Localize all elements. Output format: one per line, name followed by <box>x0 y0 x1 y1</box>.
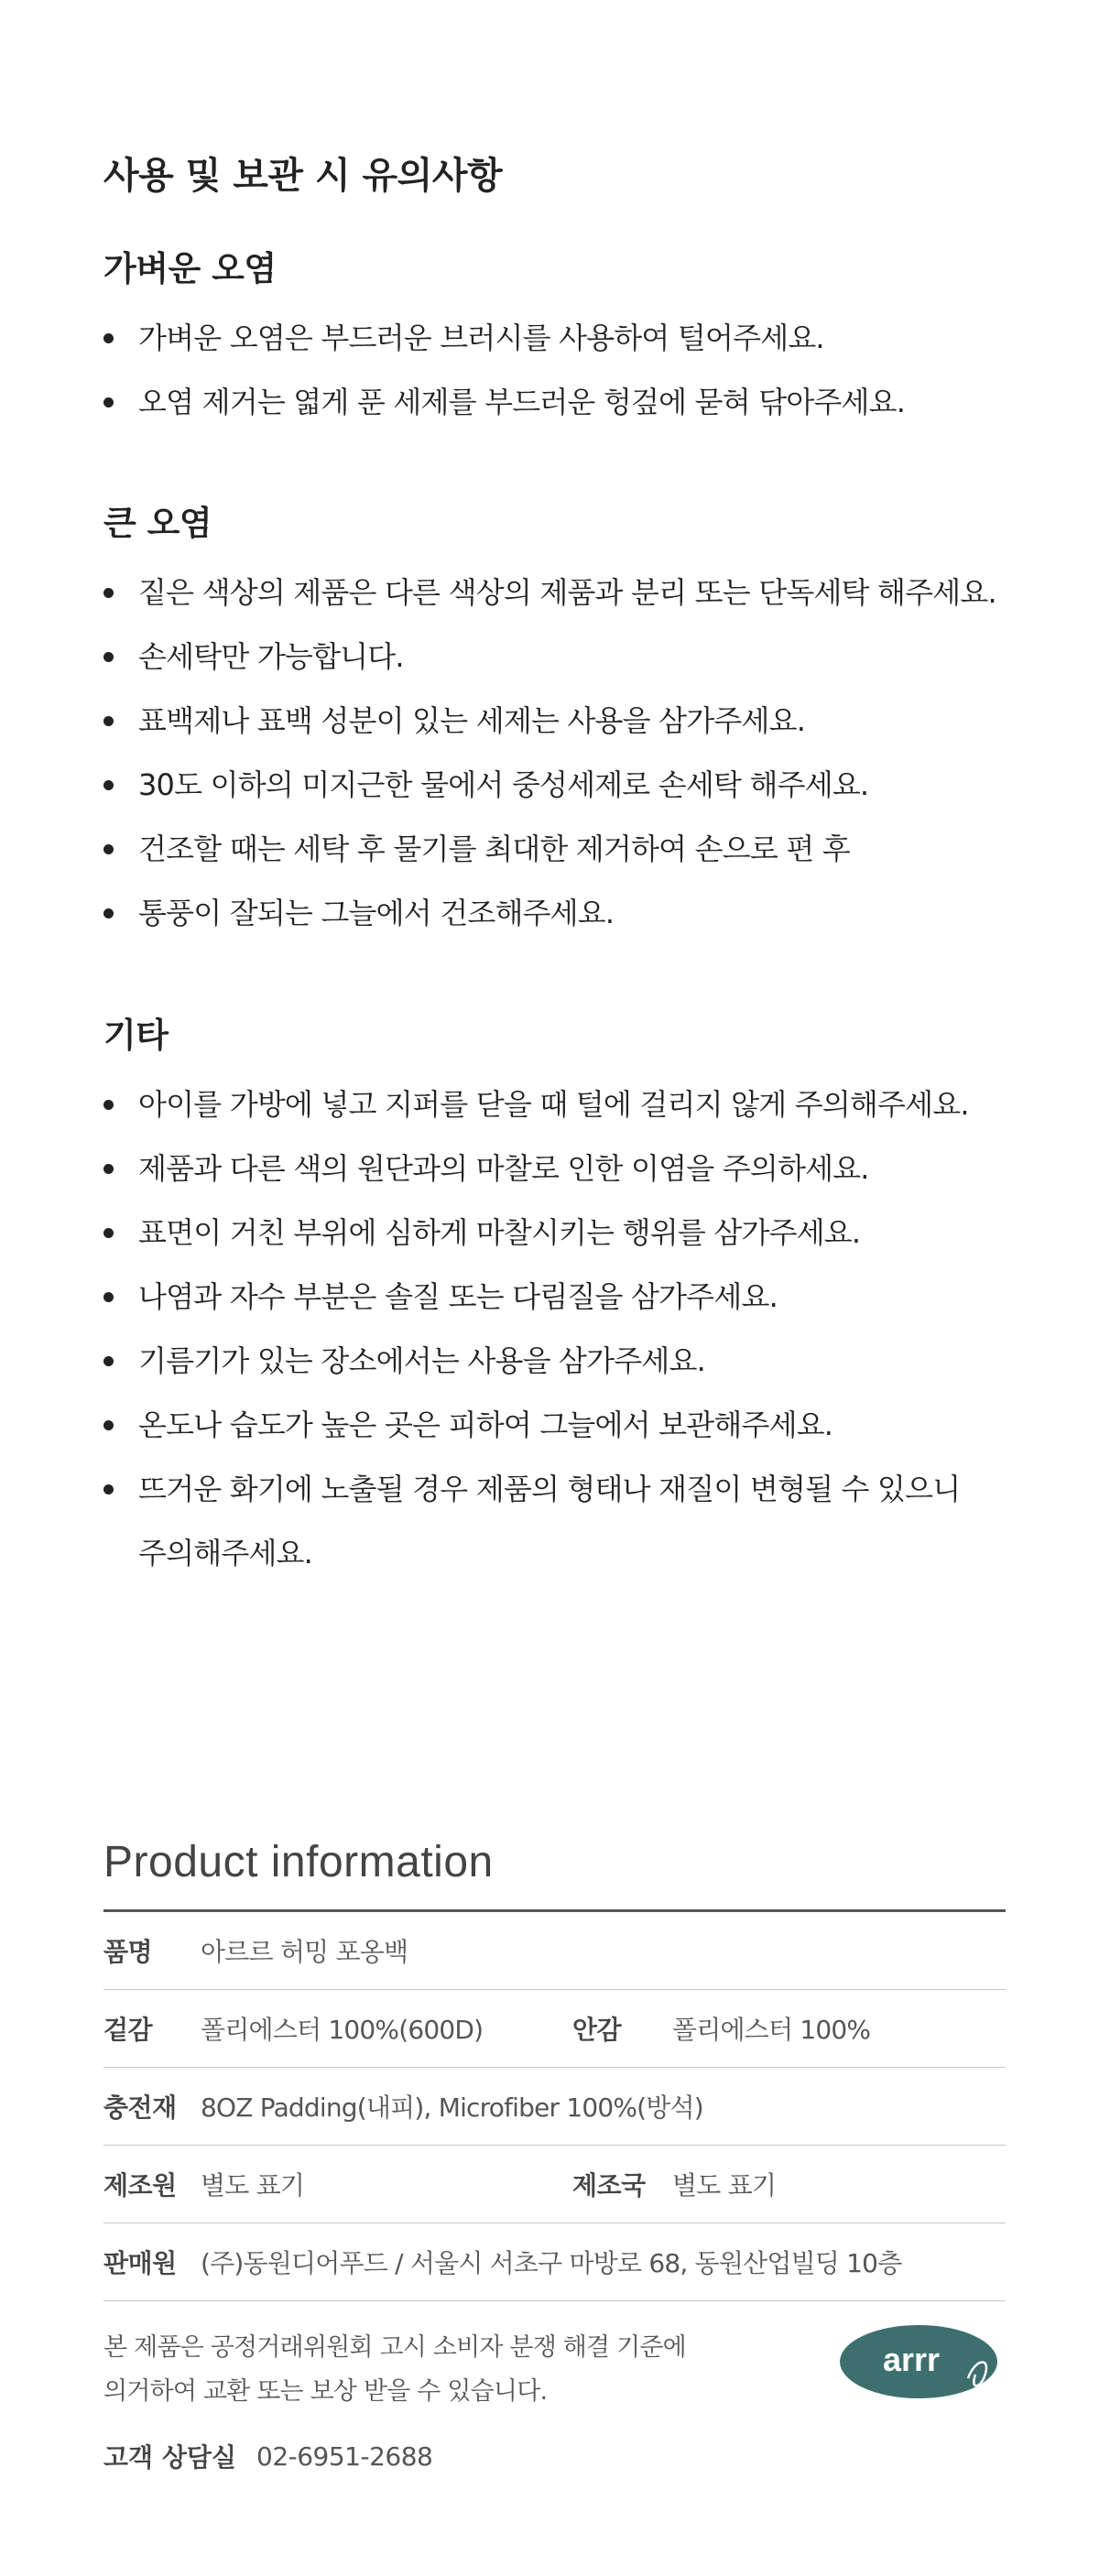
notice-line: 본 제품은 공정거래위원회 고시 소비자 분쟁 해결 기준에 <box>103 2333 686 2362</box>
bullet-icon <box>103 844 114 854</box>
list-item: 표면이 거친 부위에 심하게 마찰시키는 행위를 삼가주세요. <box>103 1201 1019 1265</box>
bullet-icon <box>103 1228 114 1238</box>
bullet-icon <box>103 1356 114 1366</box>
care-section-light-stain <box>103 244 1019 434</box>
outer-fabric-value: 폴리에스터 100%(600D) <box>201 2015 484 2045</box>
care-title: 사용 및 보관 시 유의사항 <box>103 155 503 197</box>
bullet-icon <box>103 780 114 790</box>
table-row <box>103 2068 1006 2146</box>
list-item: 기름기가 있는 장소에서는 사용을 삼가주세요. <box>103 1329 1019 1393</box>
exchange-notice <box>103 2326 745 2414</box>
care-list <box>103 306 1019 434</box>
country-label: 제조국 <box>572 2170 646 2201</box>
bullet-icon <box>103 333 114 343</box>
care-section-heavy-stain <box>103 498 1019 945</box>
list-item: 짙은 색상의 제품은 다른 색상의 제품과 분리 또는 단독세탁 해주세요. <box>103 560 1019 625</box>
section-heading: 가벼운 오염 <box>103 249 277 288</box>
filling-label: 충전재 <box>103 2092 177 2123</box>
bullet-icon <box>103 1420 114 1430</box>
section-heading: 기타 <box>103 1016 169 1055</box>
care-list <box>103 1072 1019 1585</box>
list-item: 뜨거운 화기에 노출될 경우 제품의 형태나 재질이 변형될 수 있으니 <box>103 1457 1019 1521</box>
outer-fabric-label: 겉감 <box>103 2015 153 2045</box>
list-item: 표백제나 표백 성분이 있는 세제는 사용을 삼가주세요. <box>103 689 1019 753</box>
manufacturer-label: 제조원 <box>103 2170 177 2201</box>
bullet-icon <box>103 652 114 662</box>
seller-value: (주)동원디어푸드 / 서울시 서초구 마방로 68, 동원산업빌딩 10층 <box>201 2248 902 2278</box>
list-item: 온도나 습도가 높은 곳은 피하여 그늘에서 보관해주세요. <box>103 1393 1019 1457</box>
product-info-title: Product information <box>103 1838 494 1886</box>
list-item: 오염 제거는 엷게 푼 세제를 부드러운 헝겊에 묻혀 닦아주세요. <box>103 370 1019 434</box>
table-row <box>103 1912 1006 1990</box>
list-item-continuation: 주의해주세요. <box>138 1536 313 1571</box>
list-item: 30도 이하의 미지근한 물에서 중성세제로 손세탁 해주세요. <box>103 753 1019 817</box>
seller-label: 판매원 <box>103 2248 177 2278</box>
care-list <box>103 560 1019 945</box>
list-item: 제품과 다른 색의 원단과의 마찰로 인한 이염을 주의하세요. <box>103 1136 1019 1201</box>
list-item: 통풍이 잘되는 그늘에서 건조해주세요. <box>103 881 1019 945</box>
product-name-value: 아르르 허밍 포옹백 <box>201 1937 408 1967</box>
bullet-icon <box>103 397 114 408</box>
customer-service <box>103 2438 432 2474</box>
list-item: 나염과 자수 부분은 솔질 또는 다림질을 삼가주세요. <box>103 1265 1019 1329</box>
product-name-label: 품명 <box>103 1937 153 1967</box>
logo-wordmark: arrr <box>882 2341 941 2378</box>
section-heading: 큰 오염 <box>103 504 212 543</box>
bullet-icon <box>103 908 114 918</box>
table-row <box>103 2146 1006 2223</box>
country-value: 별도 표기 <box>672 2170 777 2201</box>
bullet-icon <box>103 588 114 598</box>
list-item: 아이를 가방에 넣고 지퍼를 닫을 때 털에 걸리지 않게 주의해주세요. <box>103 1072 1019 1136</box>
lining-value: 폴리에스터 100% <box>672 2015 871 2045</box>
bullet-icon <box>103 716 114 726</box>
bullet-icon <box>103 1100 114 1110</box>
list-item: 건조할 때는 세탁 후 물기를 최대한 제거하여 손으로 편 후 <box>103 817 1019 881</box>
manufacturer-value: 별도 표기 <box>201 2170 305 2201</box>
lining-label: 안감 <box>572 2015 622 2045</box>
filling-value: 8OZ Padding(내피), Microfiber 100%(방석) <box>201 2092 703 2123</box>
bullet-icon <box>103 1164 114 1174</box>
bullet-icon <box>103 1484 114 1495</box>
bullet-icon <box>103 1292 114 1302</box>
notice-line: 의거하여 교환 또는 보상 받을 수 있습니다. <box>103 2377 548 2406</box>
table-row <box>103 2223 1006 2301</box>
table-row <box>103 1990 1006 2068</box>
care-section-etc <box>103 1010 1019 1585</box>
list-item: 가벼운 오염은 부드러운 브러시를 사용하여 털어주세요. <box>103 306 1019 370</box>
product-info-table <box>103 1909 1006 2301</box>
customer-service-label: 고객 상담실 <box>103 2442 236 2473</box>
arrr-logo <box>838 2321 1003 2402</box>
customer-service-phone[interactable]: 02-6951-2688 <box>256 2440 433 2472</box>
list-item: 손세탁만 가능합니다. <box>103 625 1019 689</box>
